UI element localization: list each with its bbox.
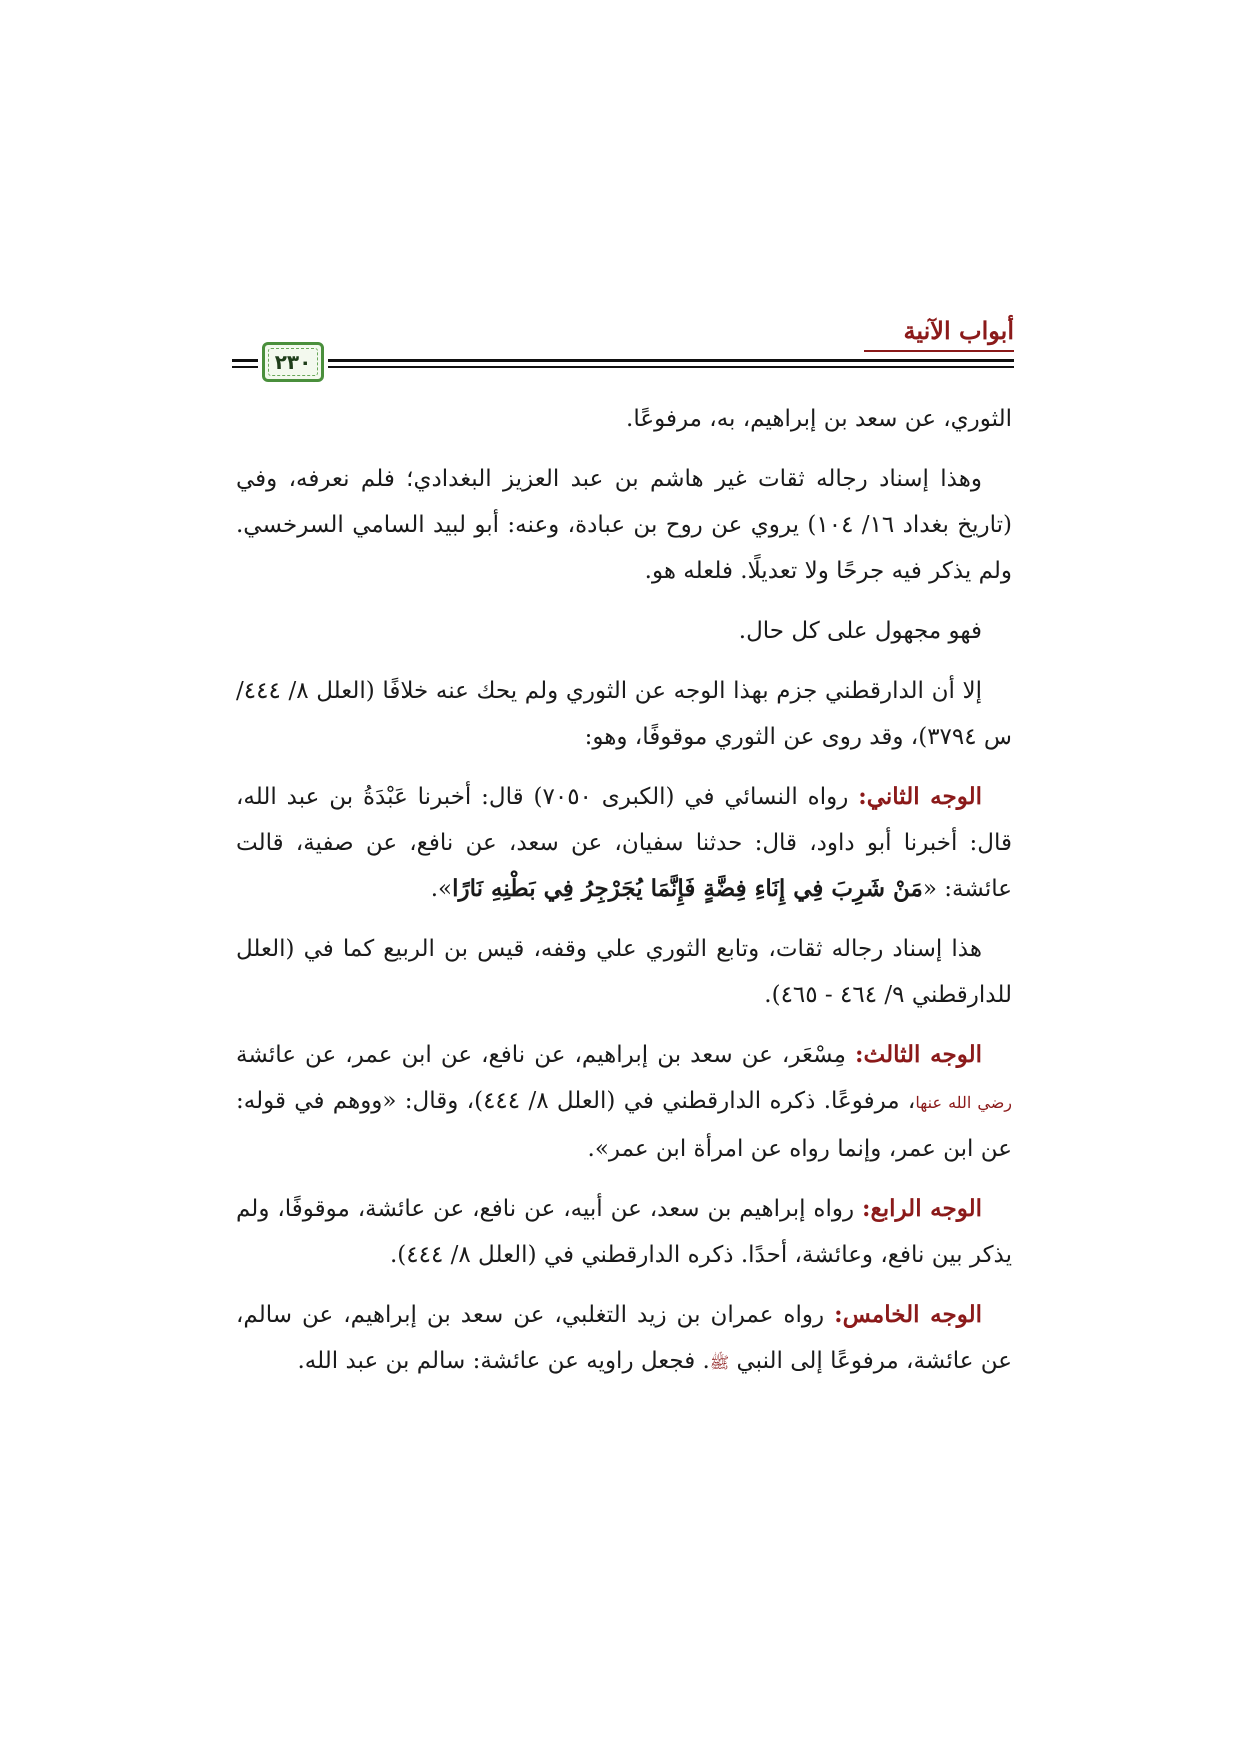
paragraph-text: وهذا إسناد رجاله ثقات غير هاشم بن عبد العزيز البغدادي؛ فلم نعرفه، وفي (تاريخ بغداد ١٦/ ١٠٤) يروي عن روح بن عبادة، وعنه: أبو لبيد السامي السرخسي. ولم يذكر فيه جرحًا ولا تعديلًا. فلعله هو. — [236, 466, 1012, 584]
paragraph-3 — [236, 608, 1012, 654]
chapter-title: أبواب الآنية — [903, 316, 1014, 345]
paragraph-text: رواه النسائي في (الكبرى ٧٠٥٠) قال: أخبرنا عَبْدَةُ بن عبد الله، قال: أخبرنا أبو داود، قال: حدثنا سفيان، عن سعد، عن نافع، عن صفية، قالت عائشة: « — [236, 784, 1012, 902]
paragraph-1 — [236, 396, 1012, 442]
paragraph-text: رواه إبراهيم بن سعد، عن أبيه، عن نافع، عن عائشة، موقوفًا، ولم يذكر بين نافع، وعائشة، أحدًا. ذكره الدارقطني في (العلل ٨/ ٤٤٤). — [236, 1196, 1012, 1268]
page-header — [232, 316, 1014, 386]
hadith-text: مَنْ شَرِبَ فِي إِنَاءِ فِضَّةٍ فَإِنَّمَا يُجَرْجِرُ فِي بَطْنِهِ نَارًا — [452, 875, 923, 902]
section-label-fourth: الوجه الرابع: — [861, 1195, 982, 1222]
header-rule — [328, 359, 1014, 368]
paragraph-text: فهو مجهول على كل حال. — [738, 618, 982, 644]
header-rule-left — [232, 359, 258, 368]
honorific-glyph: ﷺ — [709, 1353, 730, 1372]
paragraph-text-end: ، مرفوعًا. ذكره الدارقطني في (العلل ٨/ ٤٤٤)، وقال: «ووهم في قوله: عن ابن عمر، وإنما رواه عن امرأة ابن عمر». — [236, 1088, 1012, 1162]
page-body — [236, 396, 1012, 1400]
paragraph-text: الثوري، عن سعد بن إبراهيم، به، مرفوعًا. — [626, 406, 1012, 432]
paragraph-text: هذا إسناد رجاله ثقات، وتابع الثوري علي وقفه، قيس بن الربيع كما في (العلل للدارقطني ٩/ ٤٦٤ - ٤٦٥). — [236, 936, 1012, 1008]
paragraph-6 — [236, 926, 1012, 1018]
page-number: ٢٣٠ — [274, 350, 312, 374]
paragraph-text: رواه عمران بن زيد التغلبي، عن سعد بن إبراهيم، عن سالم، عن عائشة، مرفوعًا إلى النبي — [236, 1302, 1012, 1374]
section-label-fifth: الوجه الخامس: — [834, 1301, 982, 1328]
paragraph-5 — [236, 774, 1012, 912]
paragraph-text-end: ». — [430, 876, 453, 902]
page-number-badge — [262, 342, 324, 382]
paragraph-text-end: . فجعل راويه عن عائشة: سالم بن عبد الله. — [297, 1348, 710, 1374]
chapter-title-underline — [864, 350, 1014, 352]
section-label-second: الوجه الثاني: — [858, 783, 983, 810]
honorific-glyph: رضي الله عنها — [915, 1093, 1013, 1112]
paragraph-4 — [236, 668, 1012, 760]
paragraph-2 — [236, 456, 1012, 594]
paragraph-7 — [236, 1032, 1012, 1172]
paragraph-8 — [236, 1186, 1012, 1278]
paragraph-text: مِسْعَر، عن سعد بن إبراهيم، عن نافع، عن ابن عمر، عن عائشة — [236, 1042, 855, 1068]
paragraph-text: إلا أن الدارقطني جزم بهذا الوجه عن الثوري ولم يحك عنه خلافًا (العلل ٨/ ٤٤٤/ س ٣٧٩٤)، وقد روى عن الثوري موقوفًا، وهو: — [236, 678, 1012, 750]
paragraph-9 — [236, 1292, 1012, 1386]
section-label-third: الوجه الثالث: — [855, 1041, 982, 1068]
